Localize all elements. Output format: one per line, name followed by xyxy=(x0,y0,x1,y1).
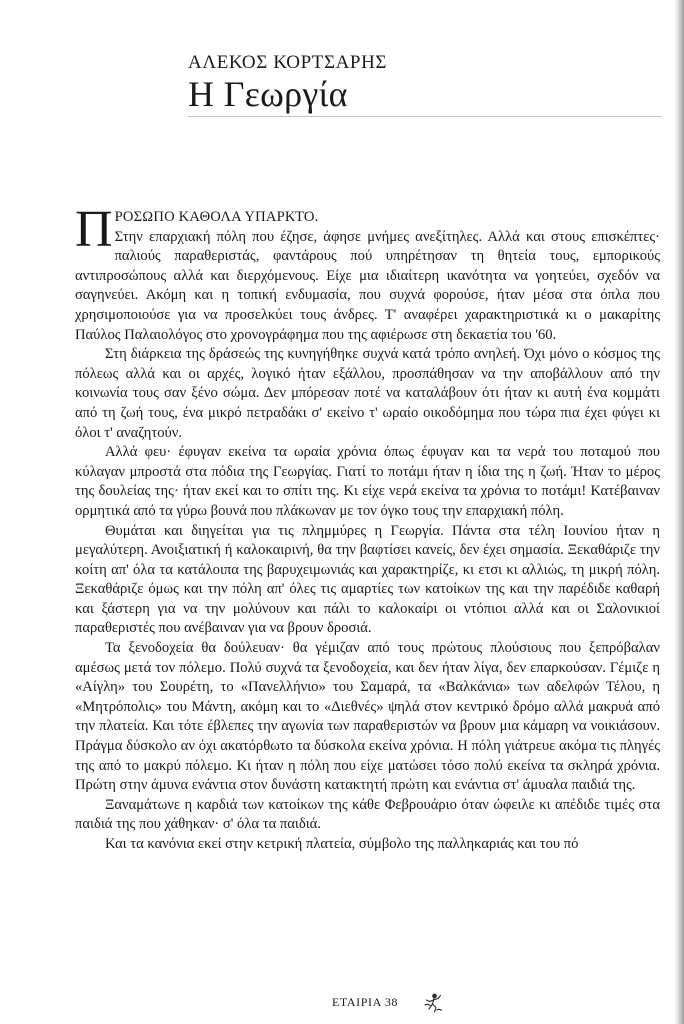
opening-run: ΡΟΣΩΠΟ ΚΑΘΟΛΑ ΥΠΑΡΚΤΟ. xyxy=(114,209,319,225)
drop-cap: Π xyxy=(75,201,113,258)
article-body xyxy=(75,201,660,855)
header-divider xyxy=(188,116,662,117)
page-footer xyxy=(0,992,684,1016)
paragraph-1-text: Στην επαρχιακή πόλη που έζησε, άφησε μνήμες ανεξίτηλες. Αλλά και στους επισκέπτες· παλιούς παραθεριστάς, φαντάρους πού υπηρέτησαν τη θητεία τους, εμπορικούς αντιπροσώπους αλλά και διερχόμενους. Είχε μια ιδιαίτερη ικανότητα να γοητεύει, σχεδόν να σαγηνεύει. Ακόμη και η τοπική ενδυμασία, που συχνά φορούσε, ήταν μέσα στα όπλα που χρησιμοποιούσε για να προσελκύει τους άνδρες. Τ' αναφέρει χαρακτηριστικά κι ο μακαρίτης Παύλος Παλαιολόγος στο χρονογράφημα που της αφιέρωσε στη δεκαετία του '60. xyxy=(75,228,660,343)
running-figure-ornament-icon xyxy=(422,992,444,1014)
paragraph-3: Αλλά φευ· έφυγαν εκείνα τα ωραία χρόνια όπως έφυγαν και τα νερά του ποταμού που κύλαγαν μπροστά στα πόδια της Γεωργίας. Γιατί το ποτάμι ήταν η ίδια της η ζωή. Ήταν το μέρος της δουλείας της· ήταν εκεί και το σπίτι της. Κι είχε νερά εκείνα τα χρόνια το ποτάμι! Κατέβαιναν ορμητικά από τα γύρω βουνά που πλάκωναν με τον όγκο τους την επαρχιακή πόλη. xyxy=(75,444,660,519)
paragraph-4: Θυμάται και διηγείται για τις πλημμύρες η Γεωργία. Πάντα στα τέλη Ιουνίου ήταν η μεγαλύτερη. Ανοιξιατική ή καλοκαιρινή, θα την βαφτίσει κανείς, δεν έχει σημασία. Ξεκαθάριζε την κοίτη απ' όλα τα κατάλοιπα της βαρυχειμωνιάς και χαρακτηρίζε, κι ετσι κι αλλιώς, τη μικρή πόλη. Ξεκαθάριζε όμως και την πόλη απ' όλες τις αμαρτίες των κατοίκων της και την παρέδιδε καθαρή και ξάστερη για να την μολύνουν και πάλι το καλοκαίρι οι ντόπιοι αλλά και οι Σαλονικιοί παραθεριστές που ανέβαιναν για να βρουν δροσιά. xyxy=(75,522,660,637)
page-edge-shadow xyxy=(674,0,684,1024)
page-number-label: ΕΤΑΙΡΙΑ 38 xyxy=(332,995,399,1009)
paragraph-7: Και τα κανόνια εκεί στην κετρική πλατεία, σύμβολο της παλληκαριάς και του πό xyxy=(105,836,579,852)
paragraph-2: Στη διάρκεια της δράσεώς της κυνηγήθηκε συχνά κατά τρόπο ανηλεή. Όχι μόνο ο κόσμος της πόλεως αλλά και οι αρχές, λογικό ήταν εξάλλου, προσπάθησαν να την αποβάλλουν από την κοινωνία τους σαν ξένο σώμα. Δεν μπόρεσαν ποτέ να καταλάβουν ότι ήταν κι αυτή ένα κομμάτι από τη ζωή τους, ένα μικρό πετραδάκι σ' εκείνο τ' ωραίο οικοδόμημα που τώρα πια έχει φύγει κι όλοι τ' αναζητούν. xyxy=(75,346,660,441)
article-title: Η Γεωργία xyxy=(188,74,348,114)
article-header xyxy=(188,52,658,114)
author-name: ΑΛΕΚΟΣ ΚΟΡΤΣΑΡΗΣ xyxy=(188,52,388,73)
paragraph-6: Ξαναμάτωνε η καρδιά των κατοίκων της κάθε Φεβρουάριο όταν ώφειλε κι απέδιδε τιμές στα παιδιά της που χάθηκαν· σ' όλα τα παιδιά. xyxy=(75,796,660,833)
paragraph-opening xyxy=(75,201,660,345)
paragraph-5: Τα ξενοδοχεία θα δούλευαν· θα γέμιζαν από τους πρώτους πλούσιους που ξεπρόβαλαν αμέσως μετά τον πόλεμο. Πολύ συχνά τα ξενοδοχεία, και δεν ήταν λίγα, δεν επαρκούσαν. Γέμιζε η «Αίγλη» του Σουρέτη, το «Πανελλήνιο» του Σαμαρά, τα «Βαλκάνια» των αδελφών Τέλου, η «Μητρόπολις» του Μάντη, ακόμη και το «Διεθνές» ψηλά στον κεντρικό δρόμο αλλά μακρυά από την πλατεία. Και τότε έβλεπες την αγωνία των παραθεριστών να βρουν μια κάμαρη να νοικιάσουν. Πράγμα δύσκολο αν όχι ακατόρθωτο τα δύσκολα εκείνα χρόνια. Η πόλη γιάτρευε ακόμα τις πληγές της από το μακρύ πόλεμο. Κι ήταν η πόλη που είχε ματώσει τόσο πολύ εκείνα τα σκληρά χρόνια. Πρώτη στην άμυνα ενάντια στον δυνάστη κατακτητή πρώτη και ενάντια στ' άμυαλα παιδιά της. xyxy=(75,640,660,794)
